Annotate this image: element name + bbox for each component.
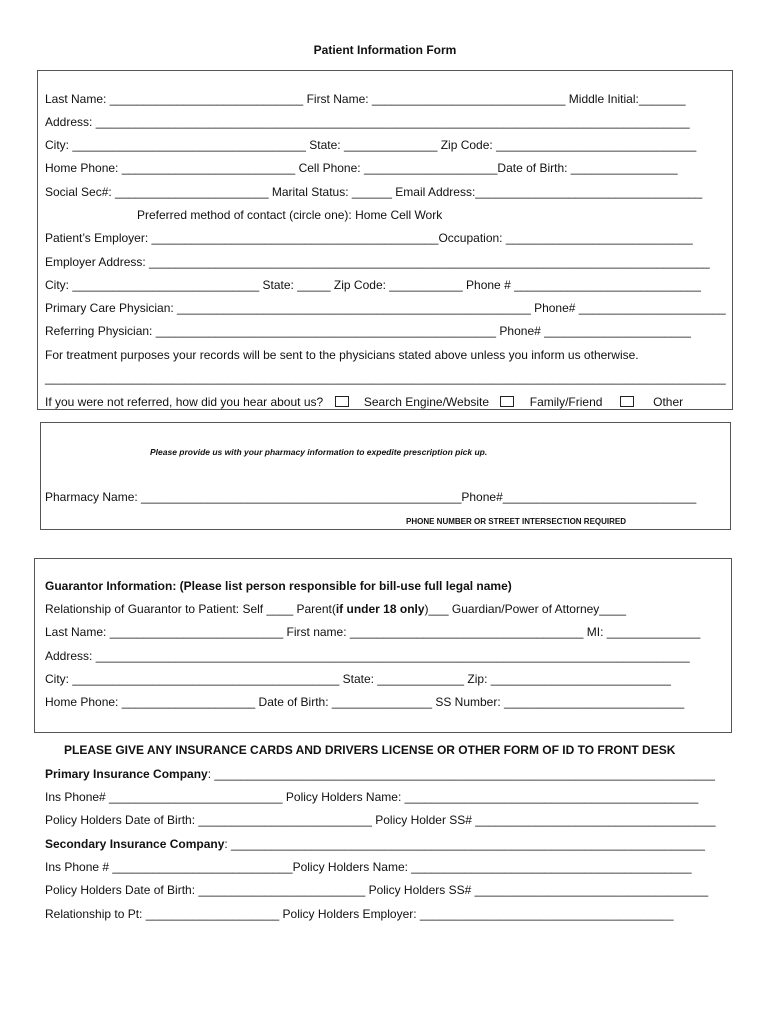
under-18-text: if under 18 only bbox=[335, 602, 425, 616]
relationship-employer-line[interactable]: Relationship to Pt: ____________________ Policy Holders Employer: ______________________________________ bbox=[45, 907, 674, 921]
ssn-marital-email-line[interactable]: Social Sec#: _______________________ Marital Status: ______ Email Address:__________________________________ bbox=[45, 185, 703, 199]
guarantor-city-line[interactable]: City: ________________________________________ State: _____________ Zip: ___________________________ bbox=[45, 672, 671, 686]
search-engine-checkbox[interactable] bbox=[335, 396, 349, 407]
other-checkbox[interactable] bbox=[620, 396, 634, 407]
guarantor-address-line[interactable]: Address: _________________________________________________________________________________________ bbox=[45, 649, 690, 663]
form-title: Patient Information Form bbox=[313, 43, 457, 57]
primary-phone-holder-line[interactable]: Ins Phone# __________________________ Policy Holders Name: ____________________________________________ bbox=[45, 790, 699, 804]
other-label: Other bbox=[653, 395, 684, 409]
relationship-text-end: )___ Guardian/Power of Attorney____ bbox=[424, 602, 626, 616]
guarantor-phone-dob-ssn-line[interactable]: Home Phone: ____________________ Date of Birth: _______________ SS Number: ___________________________ bbox=[45, 695, 685, 709]
referral-question: If you were not referred, how did you hear about us? bbox=[45, 395, 324, 409]
referral-source-line bbox=[45, 394, 683, 410]
contact-method-line[interactable]: Preferred method of contact (circle one): Home Cell Work bbox=[137, 208, 443, 222]
secondary-insurance-label: Secondary Insurance Company bbox=[45, 837, 225, 851]
insurance-notice: PLEASE GIVE ANY INSURANCE CARDS AND DRIVERS LICENSE OR OTHER FORM OF ID TO FRONT DESK bbox=[64, 743, 676, 757]
guarantor-heading: Guarantor Information: (Please list person responsible for bill-use full legal name) bbox=[45, 579, 512, 593]
phones-dob-line[interactable]: Home Phone: __________________________ Cell Phone: ____________________Date of Birth: ________________ bbox=[45, 161, 678, 175]
employer-occupation-line[interactable]: Patient’s Employer: ___________________________________________Occupation: ____________________________ bbox=[45, 231, 693, 245]
family-friend-checkbox[interactable] bbox=[500, 396, 514, 407]
primary-care-line[interactable]: Primary Care Physician: _____________________________________________________ Phone# ______________________ bbox=[45, 301, 726, 315]
relationship-text: Relationship of Guarantor to Patient: Self ____ Parent( bbox=[45, 602, 336, 616]
primary-insurance-line[interactable] bbox=[45, 766, 715, 782]
phone-required-note: PHONE NUMBER OR STREET INTERSECTION REQUIRED bbox=[406, 517, 627, 526]
employer-city-line[interactable]: City: ____________________________ State: _____ Zip Code: ___________ Phone # ____________________________ bbox=[45, 278, 701, 292]
records-notice: For treatment purposes your records will be sent to the physicians stated above unless you inform us otherwise. bbox=[45, 348, 639, 362]
primary-insurance-label: Primary Insurance Company bbox=[45, 767, 208, 781]
blank-line[interactable]: ______________________________________________________________________________________________________ bbox=[45, 371, 726, 385]
referring-physician-line[interactable]: Referring Physician: ___________________________________________________ Phone# ______________________ bbox=[45, 324, 691, 338]
city-state-zip-line[interactable]: City: ___________________________________ State: ______________ Zip Code: ______________________________ bbox=[45, 138, 697, 152]
guarantor-name-line[interactable]: Last Name: __________________________ First name: ___________________________________ MI: ______________ bbox=[45, 625, 701, 639]
search-engine-label: Search Engine/Website bbox=[363, 395, 490, 409]
pharmacy-name-phone-line[interactable]: Pharmacy Name: ________________________________________________Phone#_____________________________ bbox=[45, 490, 697, 504]
guarantor-relationship-line[interactable] bbox=[45, 601, 626, 617]
secondary-insurance-blank: : _______________________________________________________________________ bbox=[224, 837, 705, 851]
pharmacy-section bbox=[40, 422, 731, 530]
last-first-mi-line[interactable]: Last Name: _____________________________ First Name: _____________________________ Middle Initial:_______ bbox=[45, 92, 686, 106]
address-line[interactable]: Address: _________________________________________________________________________________________ bbox=[45, 115, 690, 129]
secondary-phone-holder-line[interactable]: Ins Phone # ___________________________Policy Holders Name: __________________________________________ bbox=[45, 860, 692, 874]
family-friend-label: Family/Friend bbox=[529, 395, 603, 409]
primary-insurance-blank: : ___________________________________________________________________________ bbox=[207, 767, 715, 781]
primary-dob-ss-line[interactable]: Policy Holders Date of Birth: __________________________ Policy Holder SS# ____________________________________ bbox=[45, 813, 716, 827]
secondary-dob-ss-line[interactable]: Policy Holders Date of Birth: _________________________ Policy Holders SS# ___________________________________ bbox=[45, 883, 709, 897]
secondary-insurance-line[interactable] bbox=[45, 836, 705, 852]
pharmacy-note: Please provide us with your pharmacy information to expedite prescription pick up. bbox=[150, 447, 488, 457]
employer-address-line[interactable]: Employer Address: ____________________________________________________________________________________ bbox=[45, 255, 710, 269]
